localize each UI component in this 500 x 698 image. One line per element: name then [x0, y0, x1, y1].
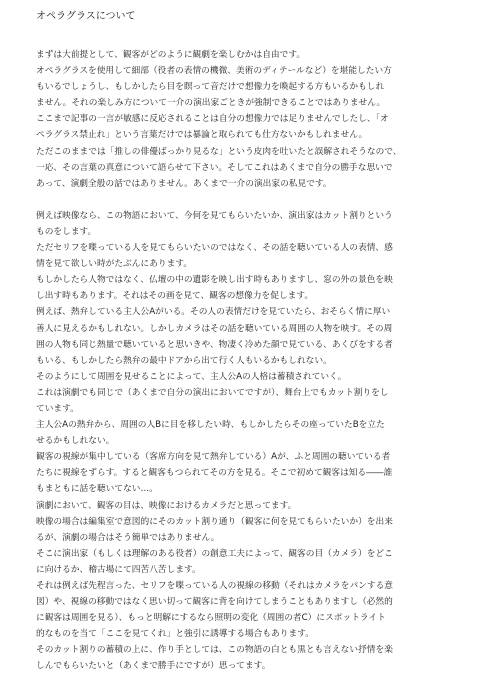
text-line: まずは大前提として、観客がどのように観劇を楽しむかは自由です。 [36, 50, 306, 60]
text-line: これは演劇でも同じで（あくまで自分の演出においてですが）、舞台上でもカット割りをし [36, 387, 389, 398]
text-line: ものをします。 [36, 226, 97, 237]
text-line: に向けるか、稽古場にて四苦八苦します。 [36, 564, 201, 575]
text-line: しんでもらいたいと（あくまで勝手にですが）思ってます。 [36, 661, 271, 672]
paragraph-section-2 [36, 208, 476, 675]
text-line: ここまで記事の一言が敏感に反応されることは自分の想像力では足りませんでしたし、「オ [36, 114, 389, 125]
text-line: 一応、その言葉の真意について語らせて下さい。そしてこれはあくまで自分の勝手な思いで [36, 162, 393, 173]
document-page [36, 10, 476, 675]
text-line: もいるでしょうし、もしかしたら目を瞑って音だけで想像力を喚起する方もいるかもしれ [36, 82, 385, 93]
text-line: に観客は周囲を見る）、もっと明解にするなら照明の変化（周囲の者C）にスポットライト [36, 613, 386, 624]
text-line: 図）や、視線の移動ではなく思い切って観客に背を向けてしまうこともありますし（必然的 [36, 597, 393, 608]
text-line: それは例えば先程言った、セリフを喋っている人の視線の移動（それはカメラをパンする意 [36, 581, 394, 591]
paragraph-gap [36, 192, 476, 208]
text-line: 観客の視線が集中している（客席方向を見て熱弁している）Aが、ふと周囲の聴いている者 [36, 452, 391, 463]
text-line: ません。それの楽しみ方について一介の演出家ごときが強制できることではありません。 [36, 98, 386, 109]
text-line: 善人に見えるかもしれない。しかしカメラはその話を聴いている周囲の人物を映す。その周 [36, 323, 393, 334]
text-line: 主人公Aの熱弁から、周囲の人Bに目を移したい時、もしかしたらその座っていたBを立た [36, 420, 385, 431]
text-line: し出す時もあります。それはその画を見て、観客の想像力を促します。 [36, 291, 314, 302]
text-line: 映像の場合は編集室で意図的にそのカット割り通り（観客に何を見てもらいたいか）を出来 [36, 516, 393, 527]
text-line: るが、演劇の場合はそう簡単ではありません。 [36, 532, 220, 543]
text-line: せるかもしれない。 [36, 436, 115, 447]
text-line: ペラグラス禁止れ」という言葉だけでは暴論と取られても仕方ないかもしれません。 [36, 130, 368, 141]
text-line: ています。 [36, 403, 79, 414]
text-line: ただセリフを喋っている人を見てもらいたいのではなく、その話を聴いている人の表情、感 [36, 243, 393, 254]
text-line: あって、演劇全般の話ではありません。あくまで一介の演出家の私見です。 [36, 178, 332, 189]
text-line: もいる、もしかしたら熱弁の最中ドアから出て行く人もいるかもしれない。 [36, 355, 332, 366]
text-line: 例えば、熱弁している主人公Aがいる。その人の表情だけを見ていたら、おそらく情に厚い [36, 307, 391, 318]
text-line: 囲の人物も同じ熱量で聴いていると思いきや、物凄く冷めた顔で見ている、あくびをする者 [36, 339, 393, 350]
text-line: 情を見て欲しい時がたぶんにあります。 [36, 259, 193, 270]
text-line: 例えば映像なら、この物語において、今何を見てもらいたいか、演出家はカット割りという [36, 210, 393, 221]
text-line: 演劇において、観客の目は、映像におけるカメラだと思ってます。 [36, 500, 297, 511]
text-line: もしかしたら人物ではなく、仏壇の中の遺影を映し出す時もありますし、窓の外の景色を映 [36, 275, 393, 286]
document-title: オペラグラスについて [36, 11, 136, 22]
text-line: そのカット割りの蓄積の上に、作り手としては、この物語の白とも黒とも言えない抒情を楽 [36, 645, 393, 656]
text-line: もまともに話を聴いてない…。 [36, 484, 158, 495]
text-line: オペラグラスを使用して細部（役者の表情の機微、美術のディテールなど）を堪能したい方 [36, 66, 392, 77]
text-line: ただこのままでは「推しの俳優ばっかり見るな」という皮肉を吐いたと誤解されそうなので、 [36, 146, 402, 157]
paragraph-section-1 [36, 47, 476, 192]
text-line: そのようにして周囲を見せることによって、主人公Aの人格は蓄積されていく。 [36, 371, 347, 382]
text-line: そこに演出家（もしくは理解のある役者）の創意工夫によって、観客の目（カメラ）をどこ [36, 548, 393, 559]
text-line: 的なものを当て「ここを見てくれ」と強引に誘導する場合もあります。 [36, 629, 314, 640]
text-line: たちに視線をずらす。すると観客もつられてその方を見る。そこで初めて観客は知る――誰 [36, 468, 393, 479]
